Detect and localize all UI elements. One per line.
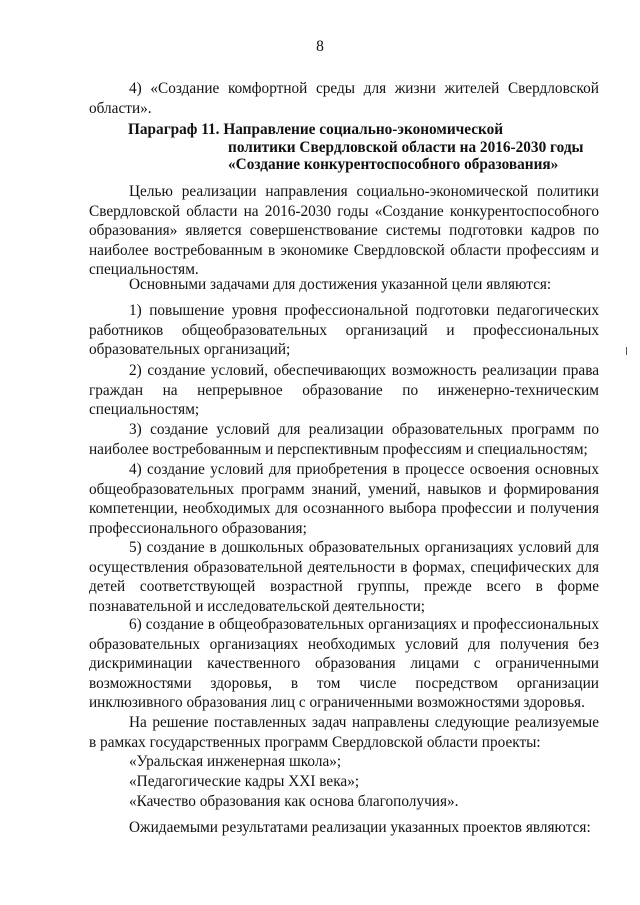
project-2-paragraph: «Педагогические кадры XXI века»; (129, 773, 360, 790)
project-1-paragraph: «Уральская инженерная школа»; (129, 753, 342, 770)
margin-mark (626, 347, 627, 355)
results-intro-paragraph: Ожидаемыми результатами реализации указанных проектов являются: (129, 819, 591, 836)
task-4-paragraph: 4) создание условий для приобретения в процессе освоения основных общеобразовательных программ знаний, умений, навыков и формирования компетенции, необходимых для осознанного выбора профессии и получения профессионального образования; (89, 461, 599, 537)
heading-line-2: политики Свердловской области на 2016-2030 годы (228, 138, 584, 156)
task-1-paragraph: 1) повышение уровня профессиональной подготовки педагогических работников общеобразовательных организаций и профессиональных образовательных организаций; (89, 302, 599, 359)
section-heading (128, 121, 608, 174)
task-2-paragraph: 2) создание условий, обеспечивающих возможность реализации права граждан на непрерывное образование по инженерно-техническим специальностям; (89, 362, 599, 419)
heading-line-1: Параграф 11. Направление социально-экономической (128, 121, 504, 138)
project-3-paragraph: «Качество образования как основа благополучия». (129, 793, 459, 810)
task-5-paragraph: 5) создание в дошкольных образовательных организациях условий для осуществления образовательной деятельности в формах, специфических для детей соответствующей возрастной группы, прежде всего в форме познавательной и исследовательской деятельности; (89, 539, 599, 615)
page-number: 8 (316, 38, 324, 55)
task-6-paragraph: 6) создание в общеобразовательных организациях и профессиональных образовательных организациях необходимых условий для получения без дискриминации качественного образования лицами с ограниченными возможностями здоровья, в том числе посредством организации инклюзивного образования лиц с ограниченными возможностями здоровья. (89, 616, 599, 712)
projects-intro-paragraph: На решение поставленных задач направлены следующие реализуемые в рамках государственных программ Свердловской области проекты: (89, 714, 599, 751)
intro-item-paragraph: 4) «Создание комфортной среды для жизни жителей Свердловской области». (89, 80, 599, 117)
heading-line-3: «Создание конкурентоспособного образования» (228, 156, 559, 173)
tasks-intro-paragraph: Основными задачами для достижения указанной цели являются: (129, 276, 552, 293)
goal-paragraph: Целью реализации направления социально-экономической политики Свердловской области на 2016-2030 годы «Создание конкурентоспособного образования» является совершенствование системы подготовки кадров по наиболее востребованным в экономике Свердловской области профессиям и специальностям. (89, 183, 599, 279)
task-3-paragraph: 3) создание условий для реализации образовательных программ по наиболее востребованным и перспективным профессиям и специальностям; (89, 421, 599, 458)
